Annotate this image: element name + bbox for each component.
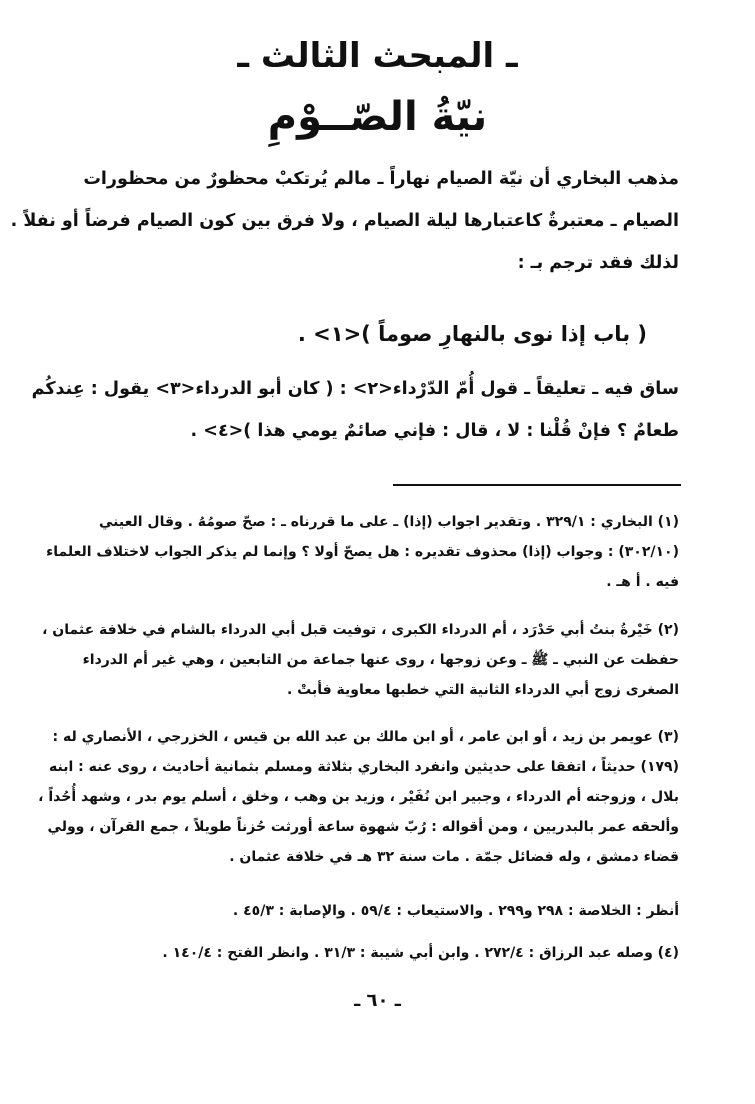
footnote-line: (٣٠٢/١٠) : وجواب (إذا) محذوف تقديره : هل يصحّ أولا ؟ وإنما لم يذكر الجواب لاختلاف العلماء [46, 544, 679, 560]
paragraph-2-line: طعامٌ ؟ فإنْ قُلْنا : لا ، قال : فإني صائمٌ يومي هذا )<٤> . [190, 421, 679, 441]
section-heading: ـ المبحث الثالث ـ [237, 36, 518, 76]
footnote-line: فيه . أ هـ . [606, 574, 679, 590]
paragraph-1-line: مذهب البخاري أن نيّة الصيام نهاراً ـ مالم يُرتكبْ محظورٌ من محظورات [83, 169, 679, 189]
footnote-line: وألحقه عمر بالبدريين ، ومن أقواله : رُبّ شهوة ساعة أورثت حُزناً طويلاً ، جمع القرآن ، وولي [47, 819, 679, 835]
footnote-line: (٣) عويمر بن زيد ، أو ابن عامر ، أو ابن مالك بن عبد الله بن قيس ، الخزرجي ، الأنصاري له : [52, 729, 679, 745]
footnote-line: (١٧٩) حديثاً ، اتفقا على حديثين وانفرد البخاري بثلاثة ومسلم بثمانية أحاديث ، روى عنه : ابنه [49, 759, 679, 775]
paragraph-1 [10, 158, 679, 284]
footnote-line: (٢) خَيْرةُ بنتُ أبي حَدْرَد ، أم الدرداء الكبرى ، توفيت قبل أبي الدرداء بالشام في خلافة عثمان ، [42, 622, 679, 638]
footnote-2 [42, 615, 679, 705]
footnote-3-reference: أنظر : الخلاصة : ٢٩٨ و٢٩٩ . والاستيعاب : ٥٩/٤ . والإصابة : ٤٥/٣ . [232, 903, 679, 919]
chapter-title: نيّةُ الصّــوْمِ [267, 94, 488, 140]
paragraph-1-line: الصيام ـ معتبرةٌ كاعتبارها ليلة الصيام ، ولا فرق بين كون الصيام فرضاً أو نفلاً . [10, 211, 679, 231]
footnote-4: (٤) وصله عبد الرزاق : ٢٧٢/٤ . وابن أبي شيبة : ٣١/٣ . وانظر الفتح : ١٤٠/٤ . [162, 945, 679, 961]
paragraph-2 [31, 368, 679, 452]
paragraph-1-line: لذلك فقد ترجم بـ : [517, 253, 679, 273]
footnote-divider [393, 484, 681, 486]
footnote-line: حفظت عن النبي ـ ﷺ ـ وعن زوجها ، روى عنها جماعة من التابعين ، وهي غير أم الدرداء [82, 652, 679, 668]
footnote-line: بلال ، وزوجته أم الدرداء ، وجبير ابن نُفَيْر ، وزيد بن وهب ، وخلق ، أسلم يوم بدر ، وشهد أُحُداً ، [38, 789, 679, 805]
footnote-3 [38, 722, 679, 872]
page-number: ـ ٦٠ ـ [354, 990, 401, 1011]
footnote-1 [46, 507, 679, 597]
footnote-line: (١) البخاري : ٣٢٩/١ . وتقدير اجواب (إذا) ـ على ما قررناه ـ : صحّ صومُهُ . وقال العيني [99, 514, 679, 530]
paragraph-2-line: ساق فيه ـ تعليقاً ـ قول أُمّ الدّرْداء<٢> : ( كان أبو الدرداء<٣> يقول : عِندكُم [31, 379, 679, 399]
bab-title: ( باب إذا نوى بالنهارِ صوماً )<١> . [297, 322, 647, 346]
footnote-line: قضاء دمشق ، وله فضائل جمّة . مات سنة ٣٢ هـ في خلافة عثمان . [229, 849, 679, 865]
footnote-line: الصغرى زوج أبي الدرداء الثانية التي خطبها معاوية فأبتْ . [286, 682, 679, 698]
